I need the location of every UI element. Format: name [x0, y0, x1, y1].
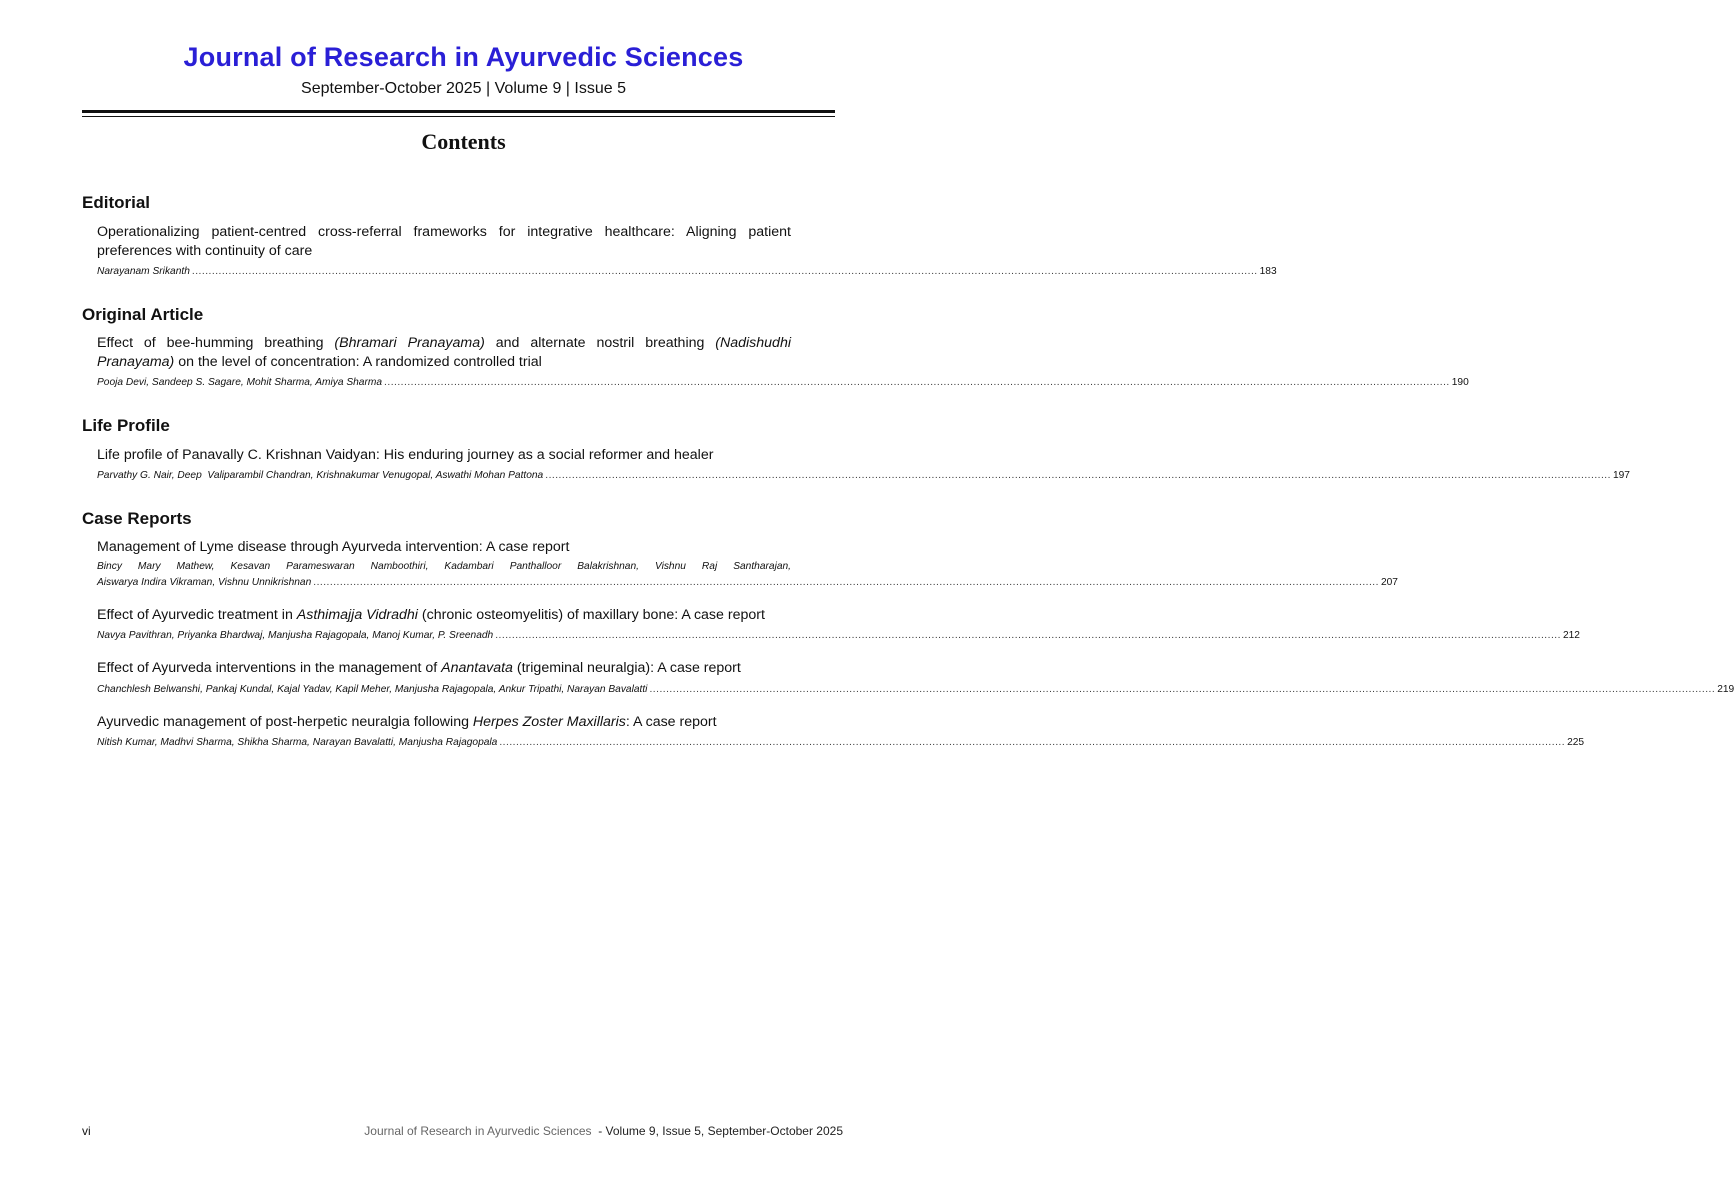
- masthead-subtitle: September-October 2025 | Volume 9 | Issue 5: [301, 80, 626, 97]
- page-number[interactable]: 225: [1567, 737, 1585, 748]
- author-line: [97, 681, 1734, 695]
- authors: Narayanam Srikanth: [97, 266, 190, 277]
- footer-issue-info: - Volume 9, Issue 5, September-October 2025: [591, 1124, 843, 1138]
- dot-leader: ................................................................................................................................................................................................................................................................................................................................: [191, 266, 1258, 277]
- page-number[interactable]: 183: [1259, 266, 1277, 277]
- entry-title[interactable]: Effect of Ayurveda interventions in the management of Anantavata (trigeminal neuralgia): A case report: [97, 660, 741, 676]
- authors: Aiswarya Indira Vikraman, Vishnu Unnikrishnan: [97, 577, 312, 588]
- header-rule-thick: [82, 110, 835, 113]
- author-line: [97, 627, 1580, 641]
- authors: Parvathy G. Nair, Deep Valiparambil Chandran, Krishnakumar Venugopal, Aswathi Mohan Pattona: [97, 470, 544, 481]
- author-line: [97, 574, 1398, 588]
- dot-leader: ................................................................................................................................................................................................................................................................................................................................: [649, 684, 1716, 695]
- author-line: [97, 734, 1585, 748]
- authors: Pooja Devi, Sandeep S. Sagare, Mohit Sharma, Amiya Sharma: [97, 377, 383, 388]
- entry-title[interactable]: Effect of bee-humming breathing (Bhramari Pranayama) and alternate nostril breathing (Nadishudhi Pranayama) on the level of concentration: A randomized controlled trial: [97, 335, 791, 370]
- page-number[interactable]: 219: [1717, 684, 1734, 695]
- entry-title[interactable]: Ayurvedic management of post-herpetic neuralgia following Herpes Zoster Maxillaris: A case report: [97, 714, 717, 730]
- entry-title[interactable]: Effect of Ayurvedic treatment in Asthimajja Vidradhi (chronic osteomyelitis) of maxillary bone: A case report: [97, 607, 765, 623]
- author-line: [97, 467, 1630, 481]
- authors: Chanchlesh Belwanshi, Pankaj Kundal, Kajal Yadav, Kapil Meher, Manjusha Rajagopala, Ankur Tripathi, Narayan Bavalatti: [97, 684, 648, 695]
- page-number[interactable]: 207: [1380, 577, 1398, 588]
- dot-leader: ................................................................................................................................................................................................................................................................................................................................: [545, 470, 1611, 481]
- page-number[interactable]: 197: [1612, 470, 1630, 481]
- page-number[interactable]: 190: [1451, 377, 1469, 388]
- masthead-title: Journal of Research in Ayurvedic Sciences: [183, 42, 744, 72]
- dot-leader: ................................................................................................................................................................................................................................................................................................................................: [384, 377, 1450, 388]
- entry-title[interactable]: Operationalizing patient-centred cross-referral frameworks for integrative healthcare: Aligning patient preferences with continuity of care: [97, 224, 791, 259]
- section-heading-life-profile: Life Profile: [82, 416, 170, 435]
- entry-title[interactable]: Life profile of Panavally C. Krishnan Vaidyan: His enduring journey as a social reformer and healer: [97, 447, 714, 463]
- authors-first-line: Bincy Mary Mathew, Kesavan Parameswaran Namboothiri, Kadambari Panthalloor Balakrishnan, Vishnu Raj Santharajan,: [97, 561, 791, 572]
- author-line: [97, 374, 1469, 388]
- section-heading-original-article: Original Article: [82, 305, 204, 324]
- page-number[interactable]: 212: [1562, 630, 1580, 641]
- footer-journal-info: [364, 1124, 843, 1138]
- contents-heading: Contents: [421, 129, 506, 154]
- footer-page-label: vi: [82, 1124, 91, 1138]
- dot-leader: ................................................................................................................................................................................................................................................................................................................................: [495, 630, 1561, 641]
- section-heading-case-reports: Case Reports: [82, 509, 192, 528]
- author-line: [97, 263, 1277, 277]
- header-rule-thin: [82, 116, 835, 117]
- dot-leader: ................................................................................................................................................................................................................................................................................................................................: [313, 577, 1379, 588]
- entry-title[interactable]: Management of Lyme disease through Ayurveda intervention: A case report: [97, 539, 570, 555]
- authors: Nitish Kumar, Madhvi Sharma, Shikha Sharma, Narayan Bavalatti, Manjusha Rajagopala: [97, 737, 498, 748]
- authors: Navya Pavithran, Priyanka Bhardwaj, Manjusha Rajagopala, Manoj Kumar, P. Sreenadh: [97, 630, 494, 641]
- footer-journal-name: Journal of Research in Ayurvedic Sciences: [364, 1124, 592, 1138]
- dot-leader: ................................................................................................................................................................................................................................................................................................................................: [499, 737, 1566, 748]
- section-heading-editorial: Editorial: [82, 193, 151, 212]
